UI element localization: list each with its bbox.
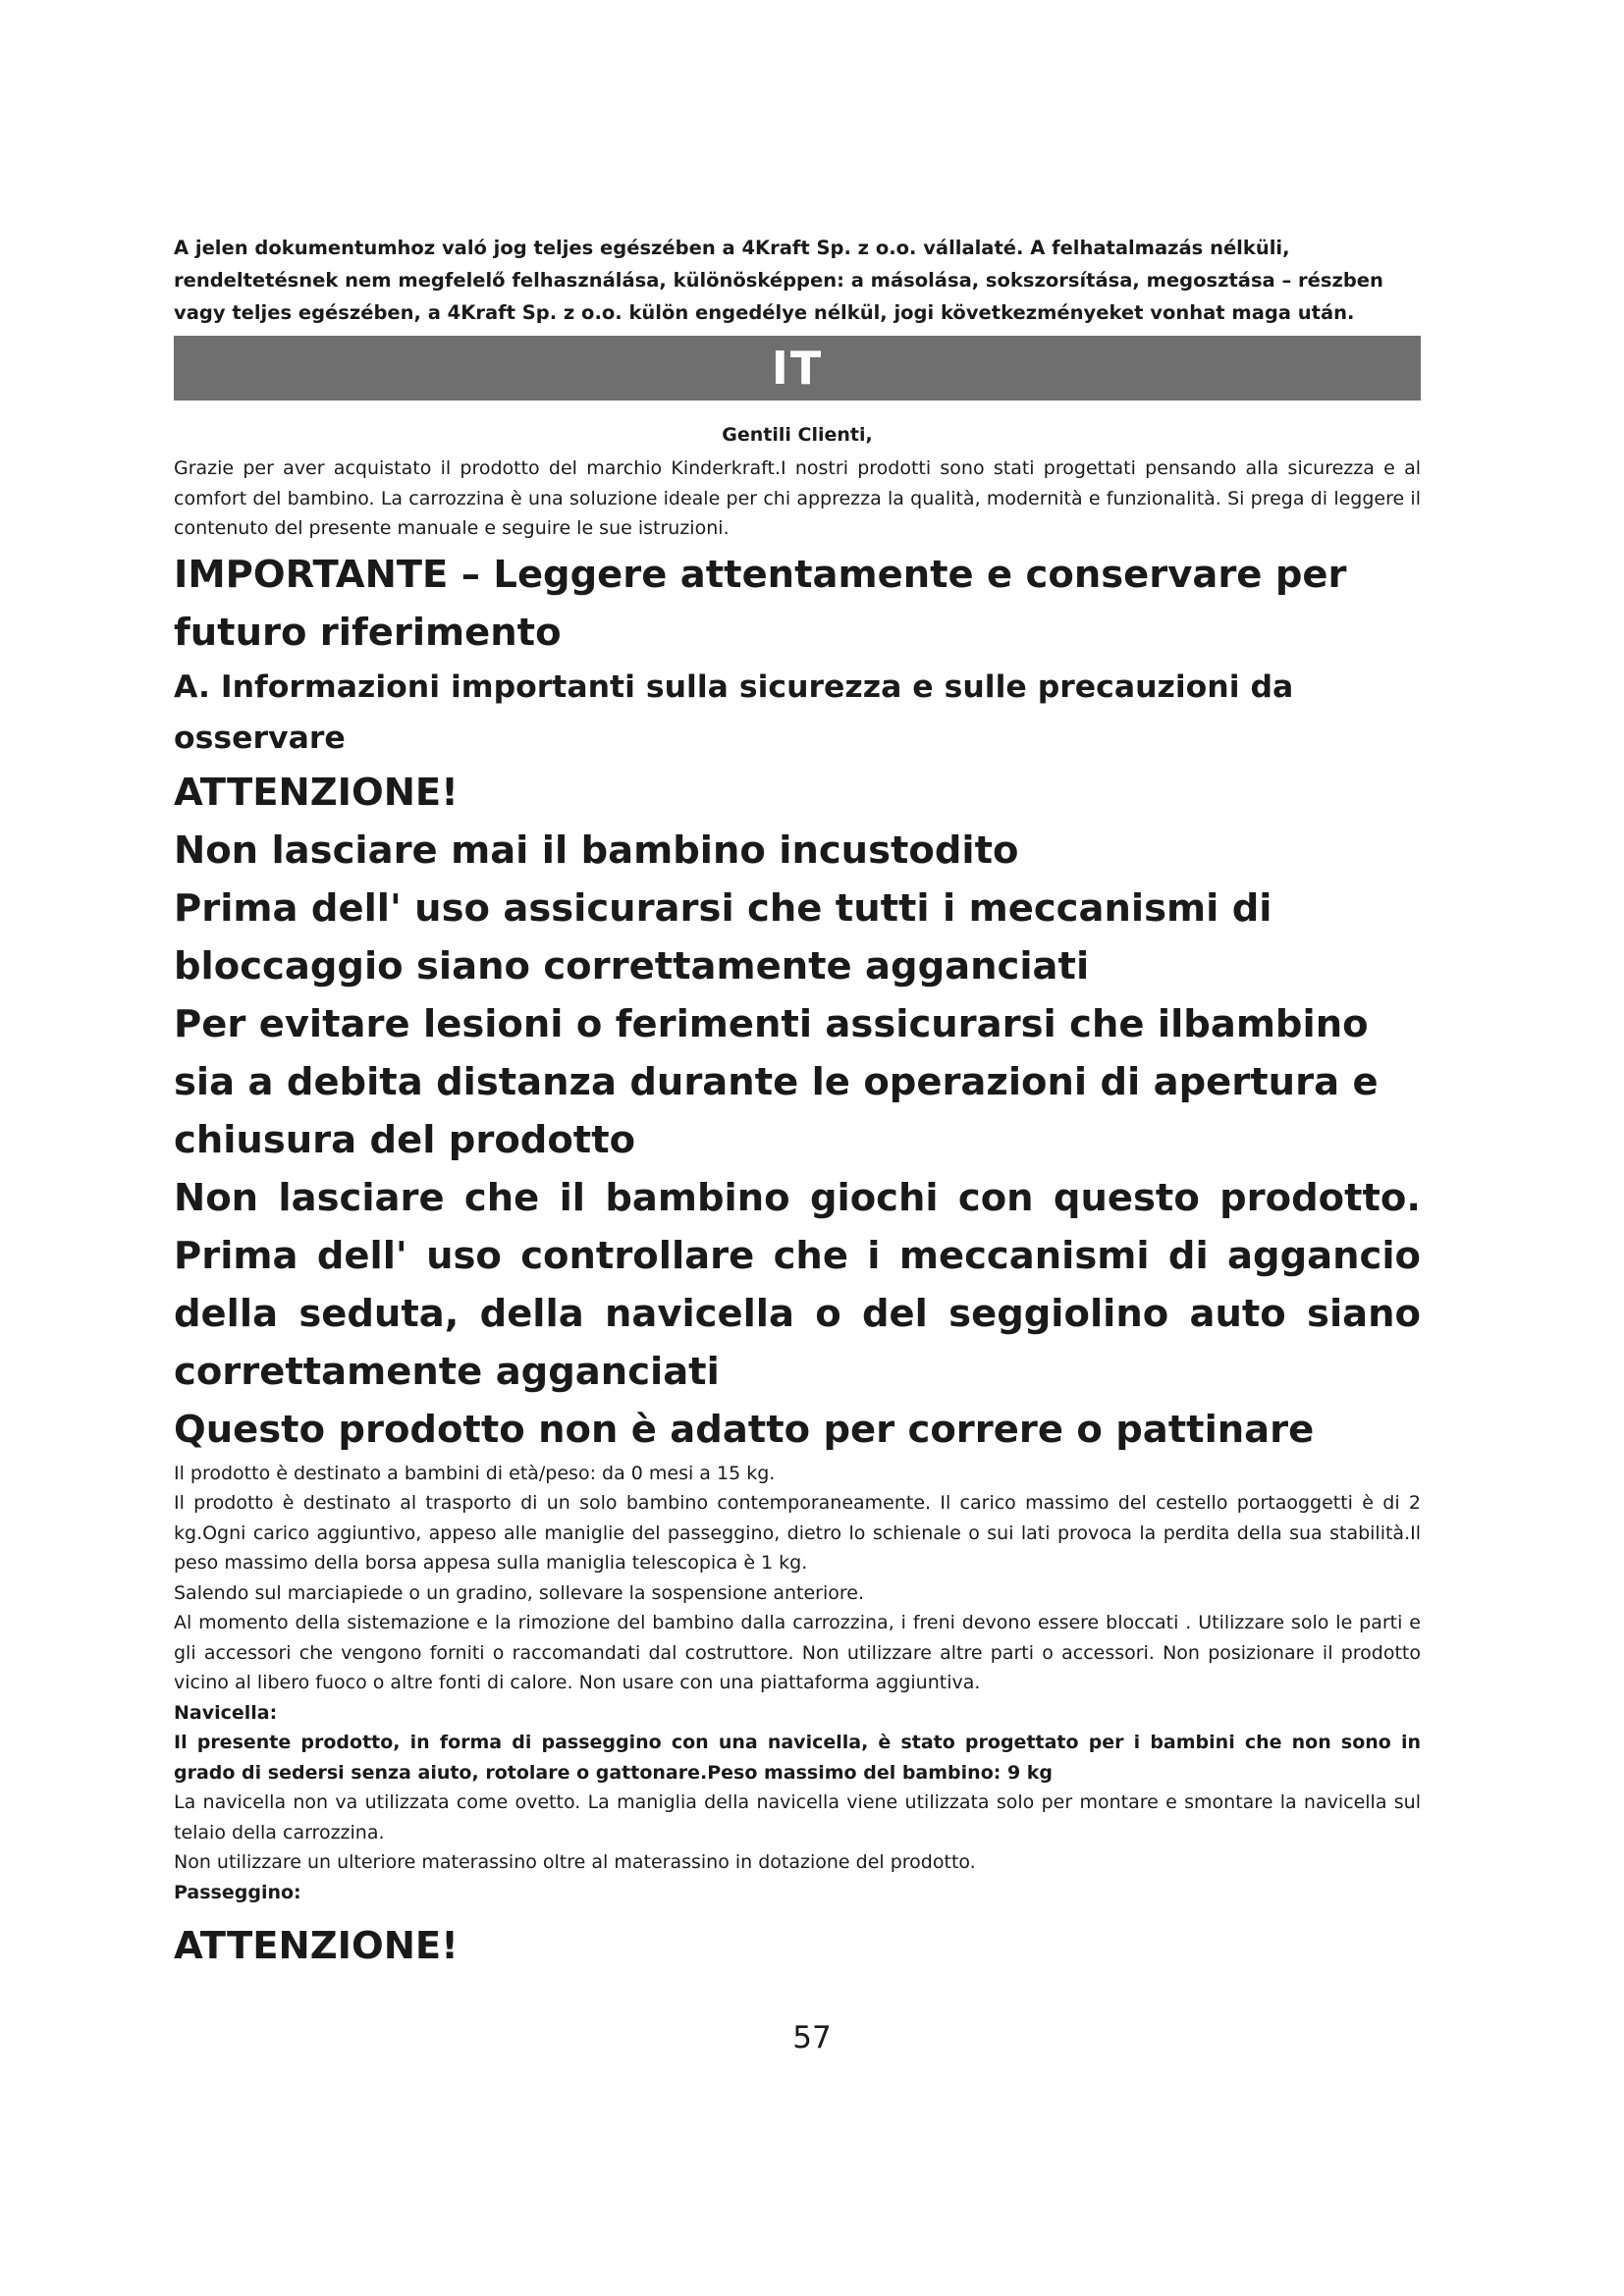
passeggino-label: Passeggino: [174, 1881, 301, 1903]
age-weight-paragraph: Il prodotto è destinato a bambini di età/peso: da 0 mesi a 15 kg. [174, 1462, 776, 1484]
navicella-bold-paragraph: Il presente prodotto, in forma di passeggino con una navicella, è stato progettato per i bambini che non sono in grado di sedersi senza aiuto, rotolare o gattonare.Peso massimo del bambino: 9 kg [174, 1732, 1421, 1784]
important-heading: IMPORTANTE – Leggere attentamente e conservare per futuro riferimento [174, 552, 1347, 655]
intro-paragraph: Grazie per aver acquistato il prodotto del marchio Kinderkraft.I nostri prodotti sono stati progettati pensando alla sicurezza e al comfort del bambino. La carrozzina è una soluzione ideale per chi apprezza la qualità, modernità e funzionalità. Si prega di leggere il contenuto del presente manuale e seguire le sue istruzioni. [174, 457, 1421, 539]
section-a-heading: A. Informazioni importanti sulla sicurezza e sulle precauzioni da osservare [174, 668, 1294, 756]
warning-no-play: Non lasciare che il bambino giochi con questo prodotto. Prima dell' uso controllare che i meccanismi di aggancio della seduta, della navicella o del seggiolino auto siano correttamente agganciati [174, 1175, 1421, 1394]
language-code: IT [771, 342, 824, 395]
warning-locking-mechanisms: Prima dell' uso assicurarsi che tutti i meccanismi di bloccaggio siano correttamente agganciati [174, 885, 1272, 988]
warning-no-running: Questo prodotto non è adatto per correre o pattinare [174, 1407, 1315, 1452]
warning-injury-distance: Per evitare lesioni o ferimenti assicurarsi che ilbambino sia a debita distanza durante le operazioni di apertura e chiusura del prodotto [174, 1001, 1379, 1162]
attention-heading-2: ATTENZIONE! [174, 1924, 459, 1968]
manual-page [174, 232, 1421, 1975]
warning-unattended: Non lasciare mai il bambino incustodito [174, 828, 1019, 873]
copyright-notice: A jelen dokumentumhoz való jog teljes egészében a 4Kraft Sp. z o.o. vállalaté. A felhatalmazás nélküli, rendeltetésnek nem megfelelő felhasználása, különösképpen: a másolása, sokszorsítása, megosztása – részben vagy teljes egészében, a 4Kraft Sp. z o.o. külön engedélye nélkül, jogi következményeket vonhat maga után. [174, 237, 1383, 324]
navicella-label: Navicella: [174, 1701, 278, 1724]
navicella-handle-paragraph: La navicella non va utilizzata come ovetto. La maniglia della navicella viene utilizzata solo per montare e smontare la navicella sul telaio della carrozzina. [174, 1791, 1421, 1843]
mattress-paragraph: Non utilizzare un ulteriore materassino oltre al materassino in dotazione del prodotto. [174, 1851, 976, 1873]
curb-paragraph: Salendo sul marciapiede o un gradino, sollevare la sospensione anteriore. [174, 1581, 865, 1604]
page-number: 57 [792, 2020, 832, 2056]
brakes-paragraph: Al momento della sistemazione e la rimozione del bambino dalla carrozzina, i freni devono essere bloccati . Utilizzare solo le parti e gli accessori che vengono forniti o raccomandati dal costruttore. Non utilizzare altre parti o accessori. Non posizionare il prodotto vicino al libero fuoco o altre fonti di calore. Non usare con una piattaforma aggiuntiva. [174, 1612, 1421, 1693]
attention-heading-1: ATTENZIONE! [174, 770, 459, 815]
greeting: Gentili Clienti, [722, 424, 873, 446]
language-banner [174, 336, 1421, 400]
load-paragraph: Il prodotto è destinato al trasporto di un solo bambino contemporaneamente. Il carico massimo del cestello portaoggetti è di 2 kg.Ogni carico aggiuntivo, appeso alle maniglie del passeggino, dietro lo schienale o sui lati provoca la perdita della sua stabilità.Il peso massimo della borsa appesa sulla maniglia telescopica è 1 kg. [174, 1492, 1421, 1574]
